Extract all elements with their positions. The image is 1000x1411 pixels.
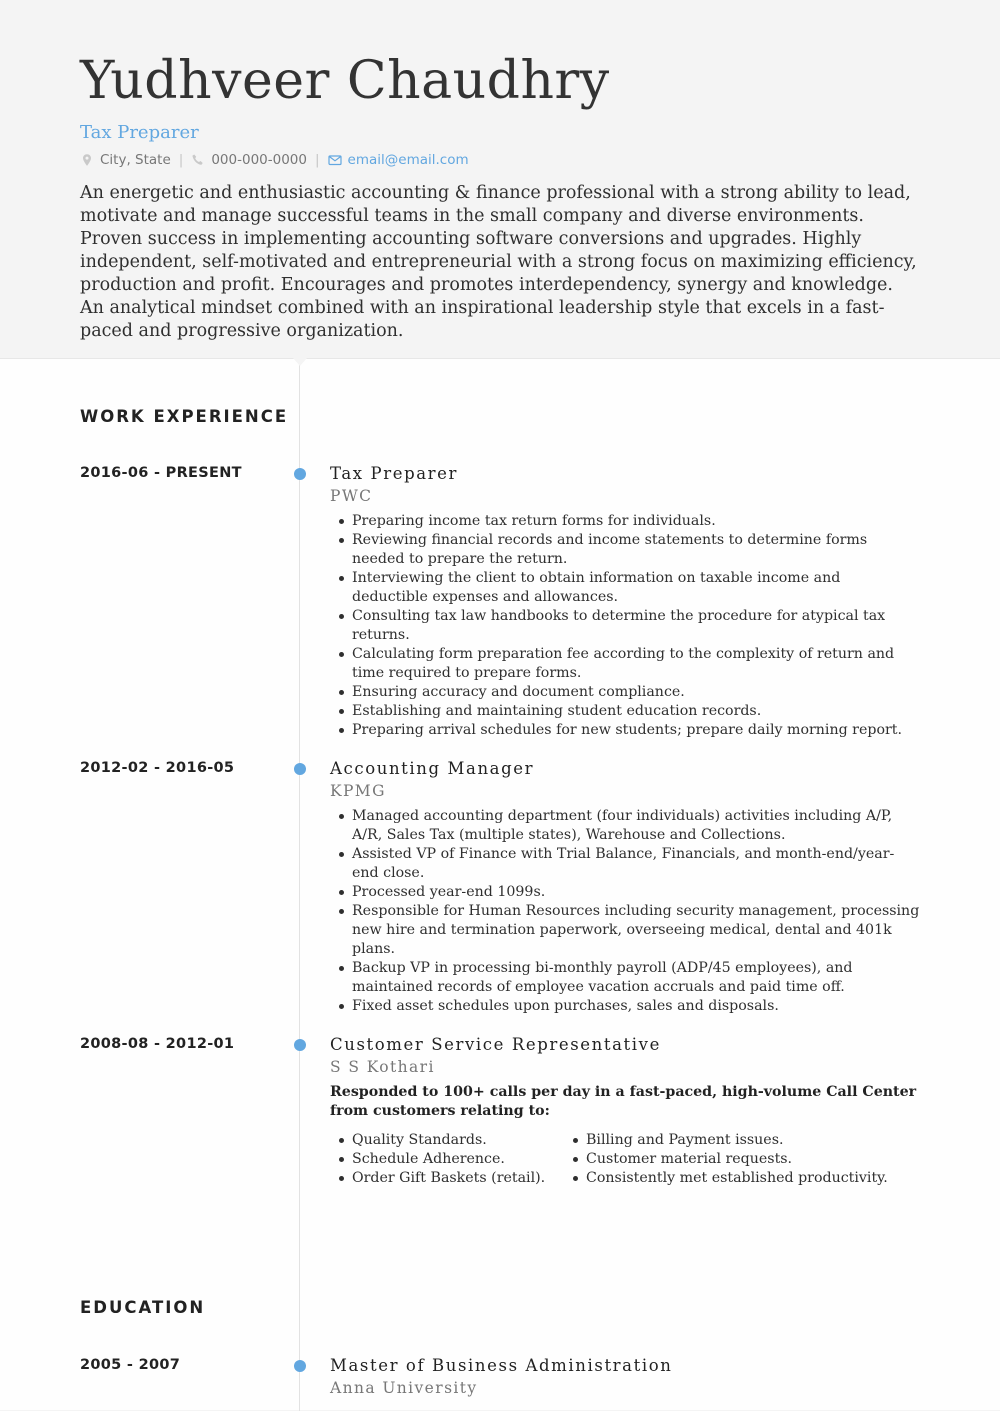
job-dates: 2008-08 - 2012-01 <box>80 1036 235 1052</box>
section-title-education: EDUCATION <box>80 1298 206 1317</box>
job-entry <box>330 759 920 1016</box>
list-item: Processed year-end 1099s. <box>330 883 920 902</box>
education-dates: 2005 - 2007 <box>80 1357 181 1373</box>
list-item: Preparing income tax return forms for individuals. <box>330 512 920 531</box>
contact-separator: | <box>178 152 184 168</box>
list-item: Order Gift Baskets (retail). <box>330 1169 564 1188</box>
job-dates: 2016-06 - PRESENT <box>80 465 242 481</box>
section-title-work-experience: WORK EXPERIENCE <box>80 407 289 426</box>
job-bullets <box>330 512 920 740</box>
envelope-icon <box>328 153 342 167</box>
timeline-dot <box>294 468 306 480</box>
list-item: Fixed asset schedules upon purchases, sales and disposals. <box>330 997 920 1016</box>
job-title: Accounting Manager <box>330 759 535 778</box>
list-item: Customer material requests. <box>564 1150 914 1169</box>
company-name: PWC <box>330 487 373 505</box>
candidate-role: Tax Preparer <box>80 122 199 143</box>
list-item: Responsible for Human Resources including security management, processing new hire and termination paperwork, overseeing medical, dental and 401k plans. <box>330 902 920 959</box>
resume-header <box>0 0 1000 358</box>
degree-title: Master of Business Administration <box>330 1356 673 1375</box>
phone-text: 000-000-0000 <box>211 152 307 168</box>
company-name: S S Kothari <box>330 1058 435 1076</box>
list-item: Preparing arrival schedules for new students; prepare daily morning report. <box>330 721 920 740</box>
header-notch <box>293 358 307 366</box>
candidate-name: Yudhveer Chaudhry <box>80 51 610 111</box>
job-bullets <box>330 807 920 1016</box>
list-item: Reviewing financial records and income statements to determine forms needed to prepare the return. <box>330 531 920 569</box>
timeline-line <box>299 359 300 1411</box>
list-item: Interviewing the client to obtain information on taxable income and deductible expenses and allowances. <box>330 569 920 607</box>
two-column-list <box>330 1131 920 1188</box>
list-item: Assisted VP of Finance with Trial Balance, Financials, and month-end/year-end close. <box>330 845 920 883</box>
timeline-dot <box>294 1360 306 1372</box>
job-entry <box>330 1035 920 1188</box>
job-entry <box>330 464 920 740</box>
timeline-dot <box>294 763 306 775</box>
job-lead-text: Responded to 100+ calls per day in a fast-paced, high-volume Call Center from customers relating to: <box>330 1084 917 1119</box>
email-link[interactable]: email@email.com <box>347 152 469 168</box>
list-item: Ensuring accuracy and document compliance. <box>330 683 920 702</box>
job-title: Tax Preparer <box>330 464 459 483</box>
job-dates: 2012-02 - 2016-05 <box>80 760 235 776</box>
list-item: Consulting tax law handbooks to determine the procedure for atypical tax returns. <box>330 607 920 645</box>
location-text: City, State <box>100 152 171 168</box>
resume-body <box>0 358 1000 1410</box>
list-column-left <box>330 1131 564 1188</box>
list-item: Backup VP in processing bi-monthly payroll (ADP/45 employees), and maintained records of employee vacation accruals and paid time off. <box>330 959 920 997</box>
timeline-dot <box>294 1039 306 1051</box>
list-column-right <box>564 1131 914 1188</box>
list-item: Billing and Payment issues. <box>564 1131 914 1150</box>
list-item: Managed accounting department (four individuals) activities including A/P, A/R, Sales Tax (multiple states), Warehouse and Collections. <box>330 807 920 845</box>
list-item: Quality Standards. <box>330 1131 564 1150</box>
list-item: Calculating form preparation fee according to the complexity of return and time required to prepare forms. <box>330 645 920 683</box>
phone-icon <box>191 153 205 167</box>
location-pin-icon <box>80 153 94 167</box>
school-name: Anna University <box>330 1379 478 1397</box>
contact-line <box>80 151 920 169</box>
professional-summary: An energetic and enthusiastic accounting & finance professional with a strong ability to lead, motivate and manage successful teams in the small company and diverse environments. Proven success in implementing accounting software conversions and upgrades. Highly independent, self-motivated and entrepreneurial with a strong focus on maximizing efficiency, production and profit. Encourages and promotes interdependency, synergy and knowledge. An analytical mindset combined with an inspirational leadership style that excels in a fast-paced and progressive organization. <box>80 183 917 341</box>
company-name: KPMG <box>330 782 386 800</box>
contact-separator: | <box>314 152 320 168</box>
list-item: Schedule Adherence. <box>330 1150 564 1169</box>
education-entry <box>330 1356 920 1398</box>
list-item: Establishing and maintaining student education records. <box>330 702 920 721</box>
job-title: Customer Service Representative <box>330 1035 661 1054</box>
list-item: Consistently met established productivity. <box>564 1169 914 1188</box>
